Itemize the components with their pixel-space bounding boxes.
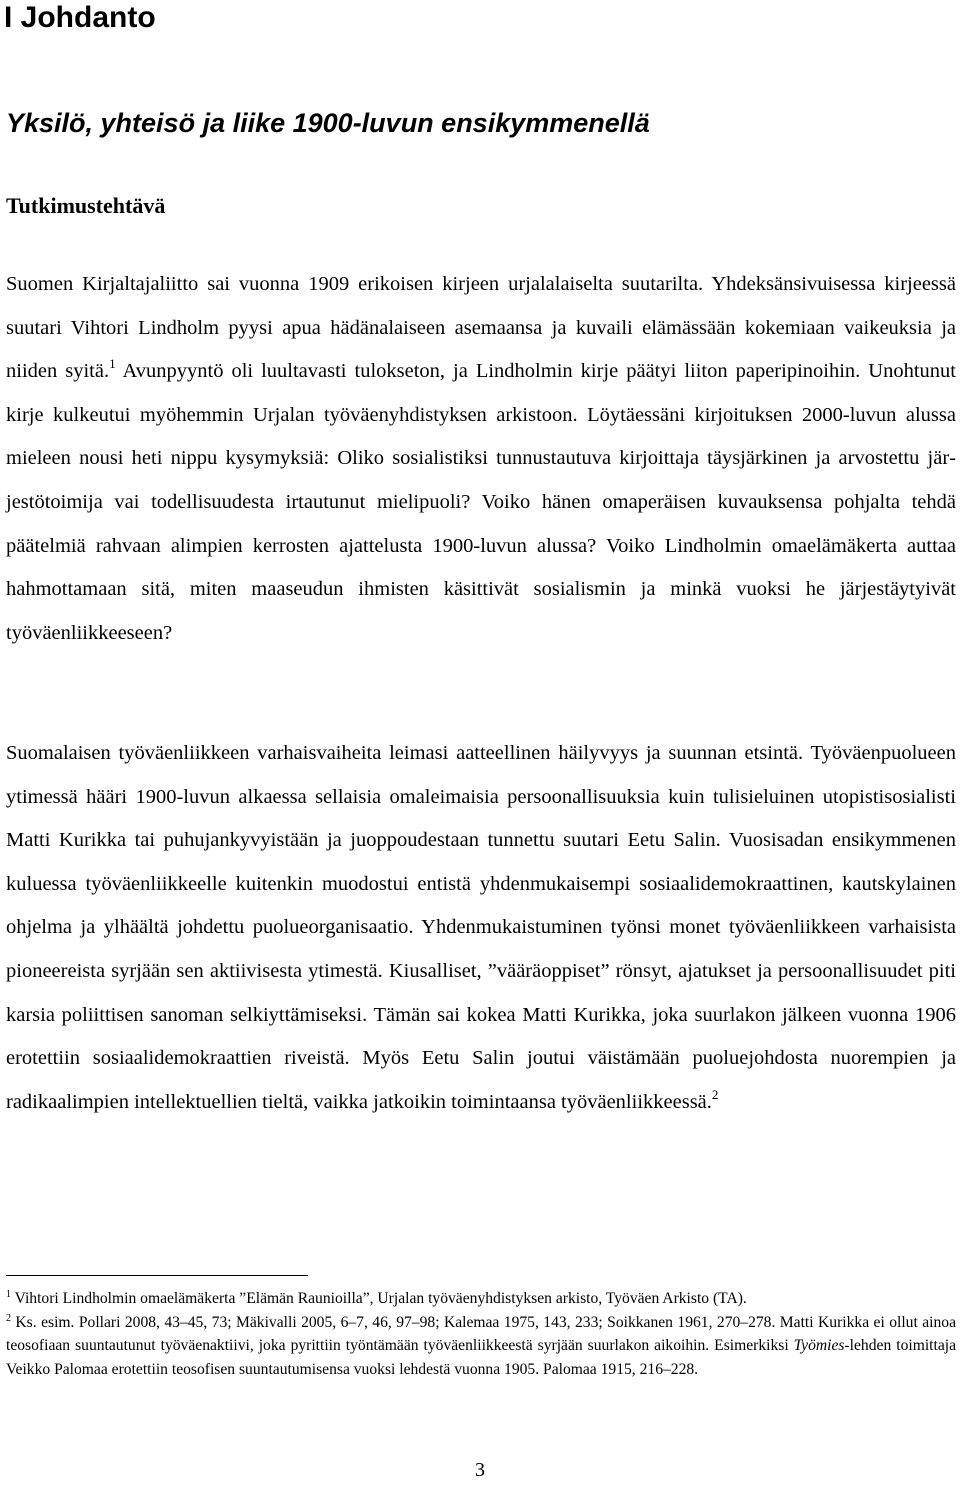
paragraph-2 bbox=[6, 732, 956, 1124]
footnote-ref-2[interactable]: 2 bbox=[711, 1086, 719, 1102]
footnote-2-number: 2 bbox=[6, 1312, 11, 1324]
paragraph-1 bbox=[6, 263, 956, 655]
chapter-title: I Johdanto bbox=[4, 1, 156, 34]
footnotes bbox=[6, 1287, 956, 1381]
page-number: 3 bbox=[475, 1459, 485, 1481]
footnote-2-italic-title: Työmies bbox=[793, 1337, 845, 1354]
section-title: Yksilö, yhteisö ja liike 1900-luvun ensikymmenellä bbox=[6, 108, 650, 138]
footnote-2-text-a: Ks. esim. Pollari 2008, 43–45, 73; Mäkivalli 2005, 6–7, 46, 97–98; Kalemaa 1975, 143, 233; Soikkanen 1961, 270–278. Matti Kurikka ei ollut ainoa teosofiaan suuntautunut työväenaktiivi, joka pyrittiin työntämään työväenliikkeestä syrjään suurlakon aikoihin. Esimerkiksi bbox=[6, 1313, 956, 1354]
footnote-ref-1[interactable]: 1 bbox=[109, 356, 116, 372]
paragraph-1-text-b: Avunpyyntö oli luultavasti tulokseton, ja Lindholmin kirje päätyi liiton paperipinoihin. Unohtunut kirje kulkeutui myöhemmin Urjalan työväenyhdistyksen arkistoon. Löytäessäni kirjoituksen 2000-luvun alussa mieleen nousi heti nippu kysymyksiä: Oliko sosialistiksi tunnustautuva kirjoittaja täysjärkinen ja arvostettu järjestötoimija vai todellisuudesta irtautunut mielipuoli? Voiko hänen omaperäisen kuvauksensa pohjalta tehdä päätelmiä rahvaan alimpien kerrosten ajattelusta 1900-luvun alussa? Voiko Lindholmin omaelämäkerta auttaa hahmottamaan sitä, miten maaseudun ihmisten käsittivät sosialismin ja minkä vuoksi he järjestäytyivät työväenliikkeeseen? bbox=[6, 360, 956, 644]
footnote-separator bbox=[6, 1275, 308, 1276]
footnote-2 bbox=[6, 1311, 956, 1382]
footnote-2-text-b: -lehden toimittaja Veikko Palomaa erotettiin teosofisen suuntautumisensa vuoksi lehdestä vuonna 1905. Palomaa 1915, 216–228. bbox=[6, 1337, 956, 1378]
footnote-1 bbox=[6, 1287, 956, 1311]
footnote-1-text: Vihtori Lindholmin omaelämäkerta ”Elämän Raunioilla”, Urjalan työväenyhdistyksen arkisto, Työväen Arkisto (TA). bbox=[11, 1290, 747, 1307]
paragraph-2-text-a: Suomalaisen työväenliikkeen varhaisvaiheita leimasi aatteellinen häilyvyys ja suunnan etsintä. Työväenpuolueen ytimessä hääri 1900-luvun alkaessa sellaisia omaleimaisia persoonallisuuksia kuin tulisieluinen utopistisosialisti Matti Kurikka tai puhujankyvyistään ja juoppoudestaan tunnettu suutari Eetu Salin. Vuosisadan ensikymmenen kuluessa työväenliikkeelle kuitenkin muodostui entistä yhdenmukaisempi sosiaalidemokraattinen, kautskylainen ohjelma ja ylhäältä johdettu puolueorganisaatio. Yhdenmukaistuminen työnsi monet työväenliikkeen varhaisista pioneereista syrjään sen aktiivisesta ytimestä. Kiusalliset, ”vääräoppiset” rönsyt, ajatukset ja persoonallisuudet piti karsia poliittisen sanoman selkiyttämiseksi. Tämän sai kokea Matti Kurikka, joka suurlakon jälkeen vuonna 1906 erotettiin sosiaalidemokraattien riveistä. Myös Eetu Salin joutui väistämään puoluejohdosta nuorempien ja radikaalimpien intellektuellien tieltä, vaikka jatkoikin toimintaansa työväenliikkeessä. bbox=[6, 742, 956, 1113]
subsection-title: Tutkimustehtävä bbox=[6, 193, 166, 218]
paragraph-1-text-a: Suomen Kirjaltajaliitto sai vuonna 1909 erikoisen kirjeen urjalalaiselta suutarilta. Yhdeksänsivuisessa kirjeessä suutari Vihtori Lindholm pyysi apua hädänalaiseen asemaansa ja kuvaili elämässään kokemiaan vaikeuksia ja niiden syitä. bbox=[6, 273, 956, 383]
footnote-1-number: 1 bbox=[6, 1289, 11, 1300]
